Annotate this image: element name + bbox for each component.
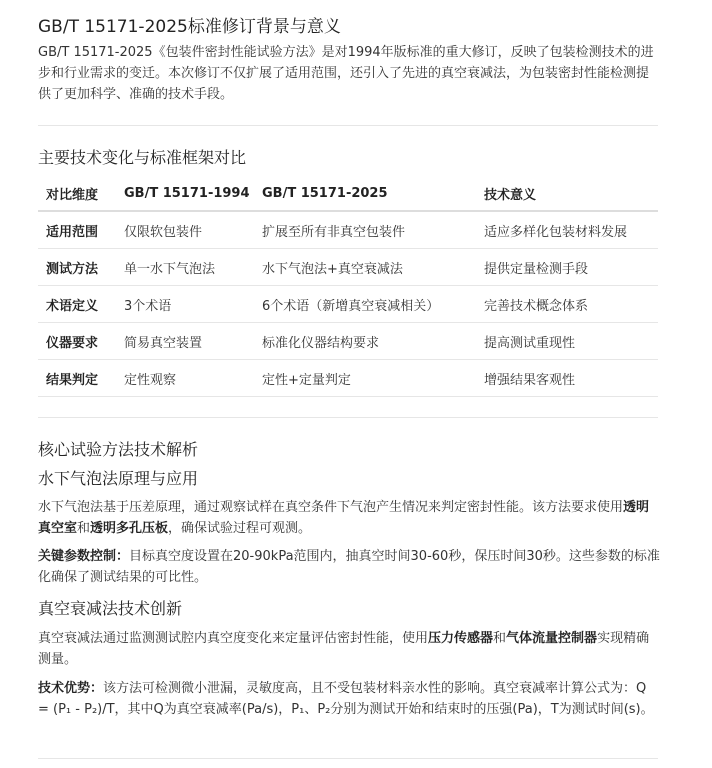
analysis-heading: 核心试验方法技术解析 — [38, 440, 199, 459]
bold-term: 气体流量控制器 — [506, 631, 598, 646]
bold-label: 技术优势： — [38, 681, 104, 696]
table-cell: 提供定量检测手段 — [476, 249, 658, 286]
table-row — [38, 286, 658, 323]
bubble-heading: 水下气泡法原理与应用 — [38, 469, 199, 488]
bold-term: 压力传感器 — [428, 631, 494, 646]
table-row — [38, 323, 658, 360]
text: 目标真空度设置在20-90kPa范围内，抽真空时间30-60秒，保压时间30秒。这些参数的标准化确保了测试结果的可比性。 — [38, 549, 660, 585]
table-row — [38, 211, 658, 249]
text: 和 — [77, 521, 91, 536]
text: 实现精确测量。 — [38, 631, 650, 667]
text: ，确保试验过程可观测。 — [168, 521, 312, 536]
header-cell: 对比维度 — [38, 176, 116, 211]
table-cell: 标准化仪器结构要求 — [254, 323, 476, 360]
divider — [38, 758, 658, 759]
decay-heading: 真空衰减法技术创新 — [38, 599, 183, 618]
row-label: 术语定义 — [38, 286, 116, 323]
table-cell: 提高测试重现性 — [476, 323, 658, 360]
header-cell: GB/T 15171-2025 — [254, 176, 476, 211]
page-title: GB/T 15171-2025标准修订背景与意义 — [38, 17, 341, 37]
table-row — [38, 249, 658, 286]
bold-term: 透明真空室 — [38, 500, 650, 536]
header-cell: 技术意义 — [476, 176, 658, 211]
table-cell: 6个术语（新增真空衰减相关） — [254, 286, 476, 323]
table-cell: 水下气泡法+真空衰减法 — [254, 249, 476, 286]
decay-advantage-paragraph — [38, 678, 660, 720]
bold-term: 透明多孔压板 — [90, 521, 169, 536]
table-cell: 3个术语 — [116, 286, 254, 323]
text: 水下气泡法基于压差原理，通过观察试样在真空条件下气泡产生情况来判定密封性能。该方法要求使用 — [38, 500, 624, 515]
bubble-paragraph — [38, 497, 660, 539]
row-label: 仪器要求 — [38, 323, 116, 360]
comparison-table — [38, 176, 658, 397]
table-row — [38, 360, 658, 397]
row-label: 结果判定 — [38, 360, 116, 397]
text: 该方法可检测微小泄漏，灵敏度高，且不受包装材料亲水性的影响。真空衰减率计算公式为：Q = (P₁ - P₂)/T，其中Q为真空衰减率(Pa/s)，P₁、P₂分别为测试开始和结束时的压强(Pa)，T为测试时间(s)。 — [38, 681, 654, 717]
bubble-params-paragraph — [38, 546, 660, 588]
row-label: 适用范围 — [38, 211, 116, 249]
table-cell: 仅限软包装件 — [116, 211, 254, 249]
row-label: 测试方法 — [38, 249, 116, 286]
comparison-heading: 主要技术变化与标准框架对比 — [38, 148, 247, 167]
header-cell: GB/T 15171-1994 — [116, 176, 254, 211]
table-cell: 定性+定量判定 — [254, 360, 476, 397]
text: 和 — [493, 631, 507, 646]
bold-label: 关键参数控制： — [38, 549, 130, 564]
decay-paragraph — [38, 628, 660, 670]
table-header-row — [38, 176, 658, 211]
intro-paragraph: GB/T 15171-2025《包装件密封性能试验方法》是对1994年版标准的重大修订，反映了包装检测技术的进步和行业需求的变迁。本次修订不仅扩展了适用范围，还引入了先进的真空衰减法，为包装密封性能检测提供了更加科学、准确的技术手段。 — [38, 45, 654, 102]
table-cell: 定性观察 — [116, 360, 254, 397]
divider — [38, 125, 658, 126]
table-cell: 适应多样化包装材料发展 — [476, 211, 658, 249]
table-cell: 单一水下气泡法 — [116, 249, 254, 286]
divider — [38, 417, 658, 418]
table-cell: 完善技术概念体系 — [476, 286, 658, 323]
table-cell: 简易真空装置 — [116, 323, 254, 360]
text: 真空衰减法通过监测测试腔内真空度变化来定量评估密封性能，使用 — [38, 631, 429, 646]
table-cell: 扩展至所有非真空包装件 — [254, 211, 476, 249]
table-cell: 增强结果客观性 — [476, 360, 658, 397]
